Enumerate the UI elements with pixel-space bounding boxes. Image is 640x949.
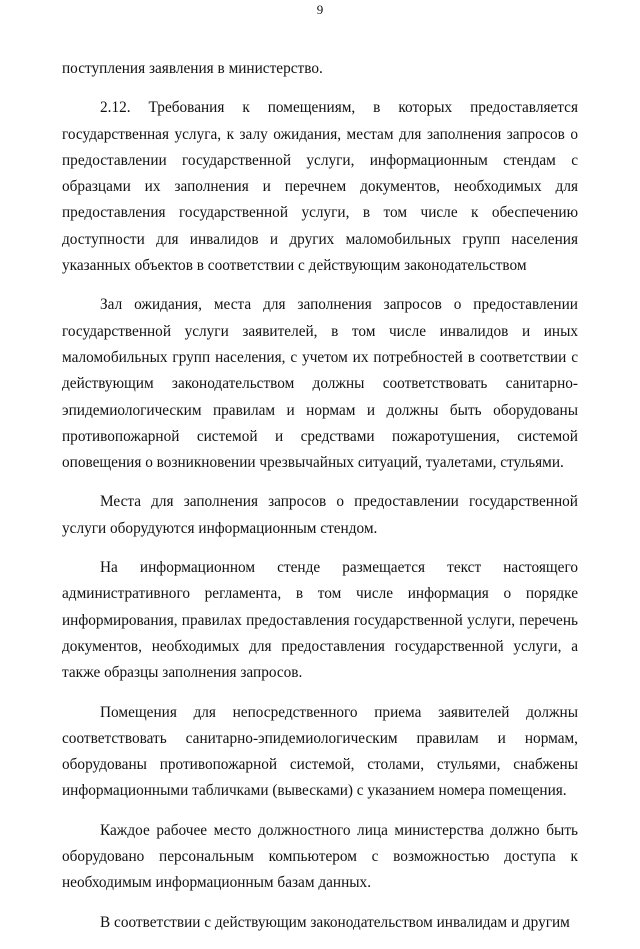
document-body [62,56,578,949]
paragraph-info-stand: На информационном стенде размещается текст настоящего административного регламента, в том числе информация о порядке информирования, правилах предоставления государственной услуги, перечень документов, необходимых для предоставления государственной услуги, а также образцы заполнения запросов. [62,559,578,682]
paragraph-continuation: поступления заявления в министерство. [62,60,323,77]
page-number: 9 [316,2,324,17]
paragraph-waiting-hall: Зал ожидания, места для заполнения запросов о предоставлении государственной услуги заявителей, в том числе инвалидов и иных маломобильных групп населения, с учетом их потребностей в соответствии с действующим законодательством должны соответствовать санитарно-эпидемиологическим правилам и нормам и должны быть оборудованы противопожарной системой и средствами пожаротушения, системой оповещения о возникновении чрезвычайных ситуаций, туалетами, стульями. [62,296,578,472]
paragraph-workplace: Каждое рабочее место должностного лица министерства должно быть оборудовано персональным компьютером с возможностью доступа к необходимым информационным базам данных. [62,821,578,892]
paragraph-request-places: Места для заполнения запросов о предоставлении государственной услуги оборудуются информационным стендом. [62,493,578,537]
paragraph-section-2-12-heading: 2.12. Требования к помещениям, в которых предоставляется государственная услуга, к залу ожидания, местам для заполнения запросов о предоставлении государственной услуги, информационным стендам с образцами их заполнения и перечнем документов, необходимых для предоставления государственной услуги, в том числе к обеспечению доступности для инвалидов и других маломобильных групп населения указанных объектов в соответствии с действующим законодательством [62,99,578,275]
paragraph-reception-rooms: Помещения для непосредственного приема заявителей должны соответствовать санитарно-эпидемиологическим правилам и нормам, оборудованы противопожарной системой, столами, стульями, снабжены информационными табличками (вывесками) с указанием номера помещения. [62,703,578,800]
paragraph-disabled-persons: В соответствии с действующим законодательством инвалидам и другим [100,913,570,931]
